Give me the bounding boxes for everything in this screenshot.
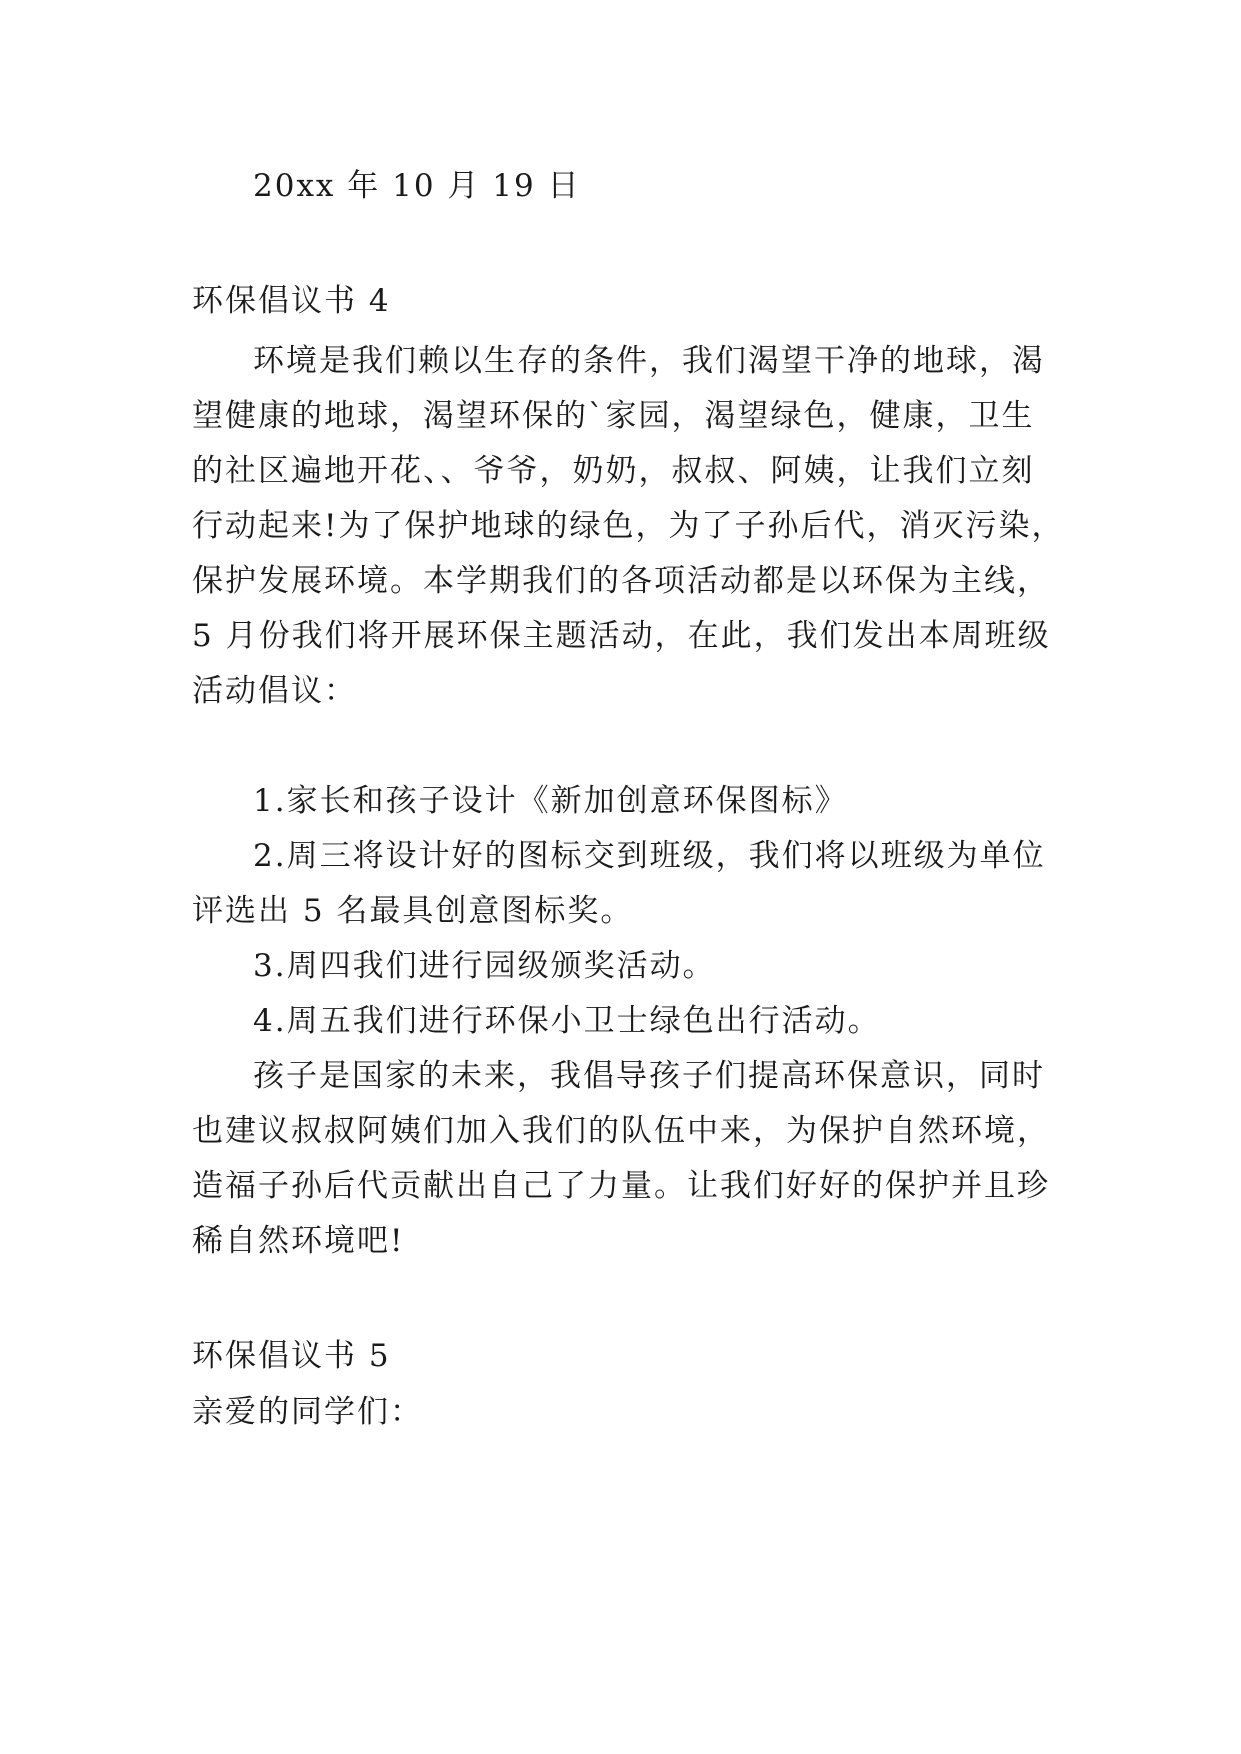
section4-intro-line-5: 保护发展环境。本学期我们的各项活动都是以环保为主线， <box>192 563 1050 599</box>
list-item-4: 4.周五我们进行环保小卫士绿色出行活动。 <box>253 1003 881 1039</box>
list-item-2-line-2: 评选出 5 名最具创意图标奖。 <box>192 893 634 929</box>
section4-intro-line-2: 望健康的地球，渴望环保的`家园，渴望绿色，健康，卫生 <box>192 398 1035 434</box>
list-item-3: 3.周四我们进行园级颁奖活动。 <box>253 948 716 984</box>
section5-title: 环保倡议书 5 <box>192 1338 391 1374</box>
closing-line-3: 造福子孙后代贡献出自己了力量。让我们好好的保护并且珍 <box>192 1168 1050 1204</box>
closing-line-4: 稀自然环境吧! <box>192 1223 405 1259</box>
section4-intro-line-3: 的社区遍地开花、、爷爷，奶奶，叔叔、阿姨，让我们立刻 <box>192 453 1035 489</box>
section4-intro-line-6: 5 月份我们将开展环保主题活动，在此，我们发出本周班级 <box>192 618 1051 654</box>
section4-intro-line-7: 活动倡议： <box>192 673 357 709</box>
closing-line-2: 也建议叔叔阿姨们加入我们的队伍中来，为保护自然环境， <box>192 1113 1050 1149</box>
section5-greeting: 亲爱的同学们： <box>192 1394 423 1430</box>
date-line: 20xx 年 10 月 19 日 <box>253 168 581 204</box>
closing-line-1: 孩子是国家的未来，我倡导孩子们提高环保意识，同时 <box>253 1058 1045 1094</box>
section4-intro-line-4: 行动起来!为了保护地球的绿色，为了子孙后代，消灭污染， <box>192 508 1065 544</box>
list-item-2-line-1: 2.周三将设计好的图标交到班级，我们将以班级为单位 <box>253 838 1046 874</box>
list-item-1: 1.家长和孩子设计《新加创意环保图标》 <box>253 783 848 819</box>
section4-title: 环保倡议书 4 <box>192 283 391 319</box>
section4-intro-line-1: 环境是我们赖以生存的条件，我们渴望干净的地球，渴 <box>253 343 1045 379</box>
